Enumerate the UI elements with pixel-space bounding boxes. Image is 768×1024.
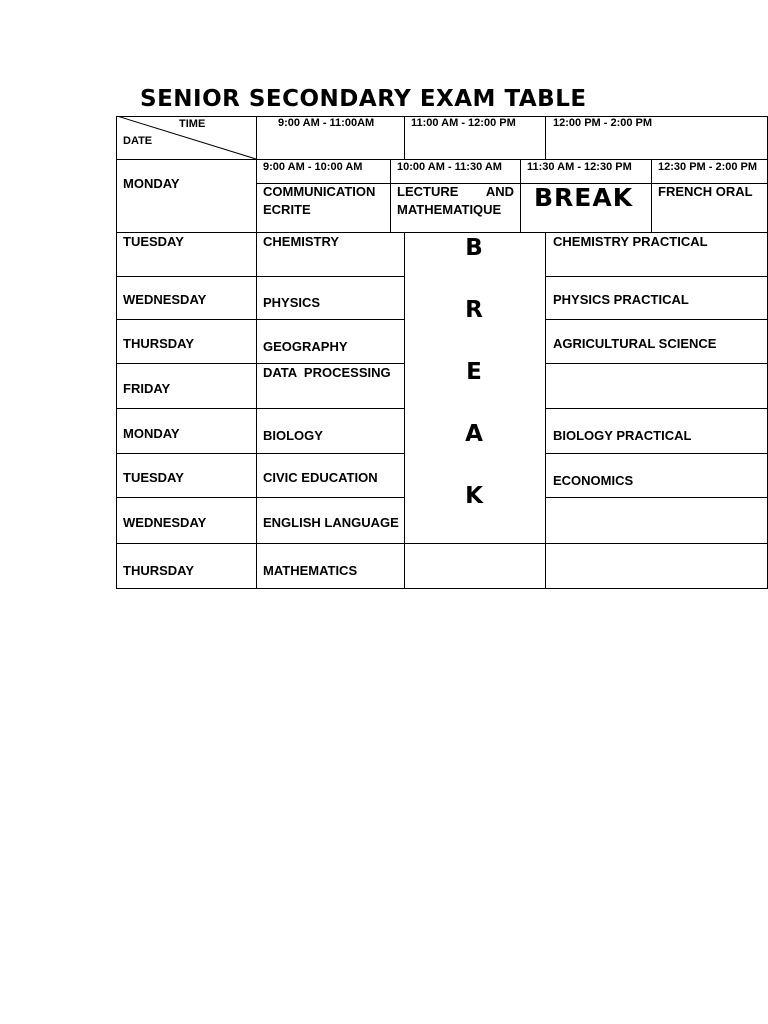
time-slot-subheader: 10:00 AM - 11:30 AM: [397, 161, 502, 173]
exam-subject: AGRICULTURAL SCIENCE: [553, 336, 717, 351]
row-divider: [116, 363, 404, 364]
column-divider: [404, 116, 405, 160]
column-divider: [651, 159, 652, 233]
exam-subject: GEOGRAPHY: [263, 339, 348, 354]
break-letter: E: [466, 359, 482, 385]
date-label: DATE: [123, 135, 153, 147]
day-label: MONDAY: [123, 176, 180, 191]
day-label: TUESDAY: [123, 234, 184, 249]
row-divider: [545, 497, 768, 498]
break-letter: A: [465, 421, 483, 447]
row-divider: [116, 319, 404, 320]
row-divider: [116, 497, 404, 498]
break-letter: B: [465, 235, 483, 261]
day-label: WEDNESDAY: [123, 292, 207, 307]
time-label: TIME: [179, 118, 206, 130]
exam-subject: COMMUNICATION: [263, 184, 376, 199]
page-title: SENIOR SECONDARY EXAM TABLE: [140, 86, 587, 112]
row-divider: [545, 276, 768, 277]
break-letter: R: [465, 297, 483, 323]
exam-subject: FRENCH ORAL: [658, 184, 753, 199]
row-divider: [545, 319, 768, 320]
break-letter: K: [465, 483, 483, 509]
column-divider: [545, 116, 546, 160]
exam-subject: ENGLISH LANGUAGE: [263, 515, 399, 530]
exam-subject: BIOLOGY PRACTICAL: [553, 428, 692, 443]
row-divider: [545, 363, 768, 364]
exam-subject: BIOLOGY: [263, 428, 323, 443]
day-label: THURSDAY: [123, 563, 195, 578]
exam-subject-word: LECTURE: [397, 184, 459, 199]
column-divider: [545, 232, 546, 589]
exam-subject: DATA PROCESSING: [263, 365, 391, 380]
exam-subject: CHEMISTRY PRACTICAL: [553, 234, 708, 249]
exam-subject: PHYSICS PRACTICAL: [553, 292, 689, 307]
column-divider: [520, 159, 521, 233]
time-slot-header: 12:00 PM - 2:00 PM: [553, 117, 653, 129]
table-border-bottom: [116, 588, 768, 589]
time-slot-header: 11:00 AM - 12:00 PM: [411, 117, 516, 129]
row-divider: [545, 408, 768, 409]
day-label: FRIDAY: [123, 381, 171, 396]
exam-subject: ECRITE: [263, 202, 311, 217]
time-slot-header: 9:00 AM - 11:00AM: [278, 117, 375, 129]
table-border-left: [116, 116, 117, 589]
exam-subject: CHEMISTRY: [263, 234, 340, 249]
day-label: THURSDAY: [123, 336, 195, 351]
break-label: BREAK: [534, 183, 634, 212]
row-divider: [116, 232, 768, 233]
column-divider: [256, 116, 257, 589]
row-divider: [545, 453, 768, 454]
row-divider: [116, 543, 768, 544]
exam-subject: MATHEMATICS: [263, 563, 358, 578]
exam-subject: CIVIC EDUCATION: [263, 470, 378, 485]
time-slot-subheader: 12:30 PM - 2:00 PM: [658, 161, 758, 173]
row-divider: [116, 276, 404, 277]
column-divider: [404, 232, 405, 589]
exam-subject-word: AND: [485, 184, 514, 199]
exam-subject: [397, 184, 514, 200]
exam-subject: ECONOMICS: [553, 473, 634, 488]
day-label: TUESDAY: [123, 470, 184, 485]
exam-subject: MATHEMATIQUE: [397, 202, 502, 217]
day-label: MONDAY: [123, 426, 180, 441]
row-divider: [116, 453, 404, 454]
time-slot-subheader: 9:00 AM - 10:00 AM: [263, 161, 363, 173]
day-label: WEDNESDAY: [123, 515, 207, 530]
time-slot-subheader: 11:30 AM - 12:30 PM: [527, 161, 632, 173]
row-divider: [116, 408, 404, 409]
exam-subject: PHYSICS: [263, 295, 321, 310]
column-divider: [390, 159, 391, 233]
